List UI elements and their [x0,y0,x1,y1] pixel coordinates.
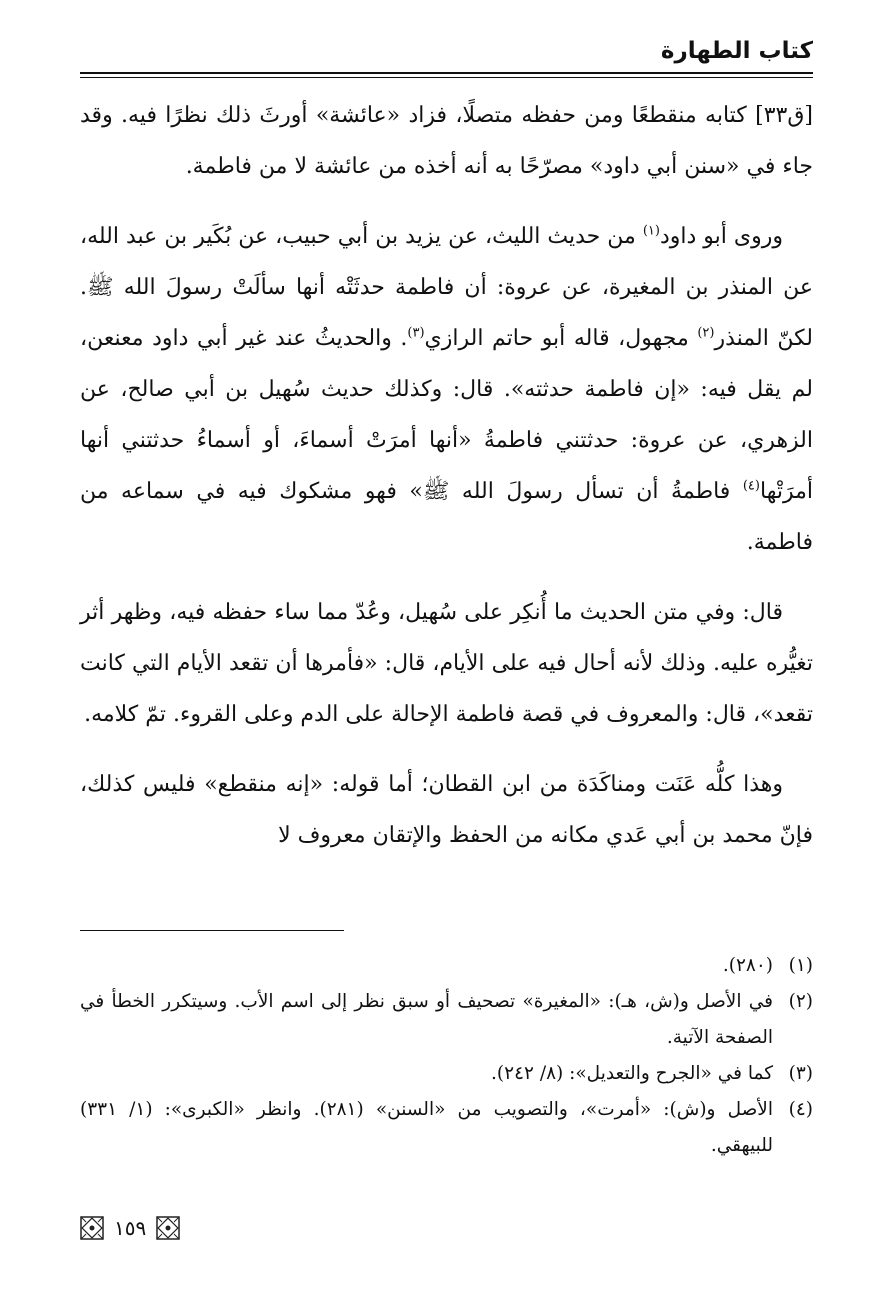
footnote-text: كما في «الجرح والتعديل»: (٨/ ٢٤٢). [491,1063,773,1084]
footnote-separator [80,930,344,931]
footnote-item [80,984,813,1056]
footnote-ref-1[interactable]: (١) [642,223,660,239]
paragraph-2 [80,211,813,568]
footnote-item [80,1056,813,1092]
paragraph-1-text: [ق٣٣] كتابه منقطعًا ومن حفظه متصلًا، فزاد «عائشة» أورثَ ذلك نظرًا فيه. وقد جاء في «سنن أبي داود» مصرّحًا به أنه أخذه من عائشة لا من فاطمة. [80,103,813,179]
paragraph-2-text-a: وروى أبو داود [659,224,783,249]
footnote-ref-2[interactable]: (٢) [697,325,715,341]
footnote-text: (٢٨٠). [722,955,773,976]
main-text [80,90,813,861]
paragraph-1 [80,90,813,192]
paragraph-2-text-d: . والحديثُ عند غير أبي داود معنعن، لم يقل فيه: «إن فاطمة حدثته». قال: وكذلك حديث سُهيل بن أبي صالح، عن الزهري، عن عروة: حدثتني فاطمةُ «أنها أمرَتْ أسماءَ، أو أسماءُ حدثتني أنها أمرَتْها [80,326,813,504]
footnote-text: في الأصل و(ش، هـ): «المغيرة» تصحيف أو سبق نظر إلى اسم الأب. وسيتكرر الخطأ في الصفحة الآتية. [80,991,773,1048]
paragraph-4 [80,759,813,861]
header-rule-thin [80,77,813,78]
paragraph-3 [80,587,813,740]
running-header [80,28,813,68]
footnote-number: (٢) [788,991,813,1012]
footnote-item [80,948,813,984]
footnote-text: الأصل و(ش): «أمرت»، والتصويب من «السنن» (٢٨١). وانظر «الكبرى»: (١/ ٣٣١) للبيهقي. [80,1099,773,1156]
footnote-number: (١) [788,955,813,976]
running-header-title: كتاب الطهارة [660,38,813,64]
header-rule-thick [80,72,813,74]
ornament-right-icon [156,1216,180,1240]
paragraph-2-text-b: من حديث الليث، عن يزيد بن أبي حبيب، عن بُكَير بن عبد الله، عن المنذر بن المغيرة، عن عروة: أن فاطمة حدثَتْه أنها سألَتْ رسولَ الله ﷺ. لكنّ المنذر [80,224,813,351]
page-number: ١٥٩ [114,1216,147,1240]
footnote-ref-3[interactable]: (٣) [407,325,425,341]
paragraph-4-text: وهذا كلُّه عَنَت ومناكَدَة من ابن القطان؛ أما قوله: «إنه منقطع» فليس كذلك، فإنّ محمد بن أبي عَدي مكانه من الحفظ والإتقان معروف لا [80,772,813,848]
paragraph-2-text-c: مجهول، قاله أبو حاتم الرازي [424,326,698,351]
footnote-ref-4[interactable]: (٤) [742,478,760,494]
paragraph-3-text: قال: وفي متن الحديث ما أُنكِر على سُهيل، وعُدّ مما ساء حفظه فيه، وظهر أثر تغيُّره عليه. وذلك لأنه أحال فيه على الأيام، قال: «فأمرها أن تقعد الأيام التي كانت تقعد»، قال: والمعروف في قصة فاطمة الإحالة على الدم وعلى القروء. تمّ كلامه. [80,600,813,727]
ornament-left-icon [80,1216,104,1240]
paragraph-2-text-e: فاطمةُ أن تسأل رسولَ الله ﷺ» فهو مشكوك فيه في سماعه من فاطمة. [80,479,813,555]
page-number-block [80,1212,180,1244]
footnote-number: (٤) [788,1099,813,1120]
footnote-item [80,1092,813,1164]
footnote-number: (٣) [788,1063,813,1084]
footnotes [80,948,813,1164]
